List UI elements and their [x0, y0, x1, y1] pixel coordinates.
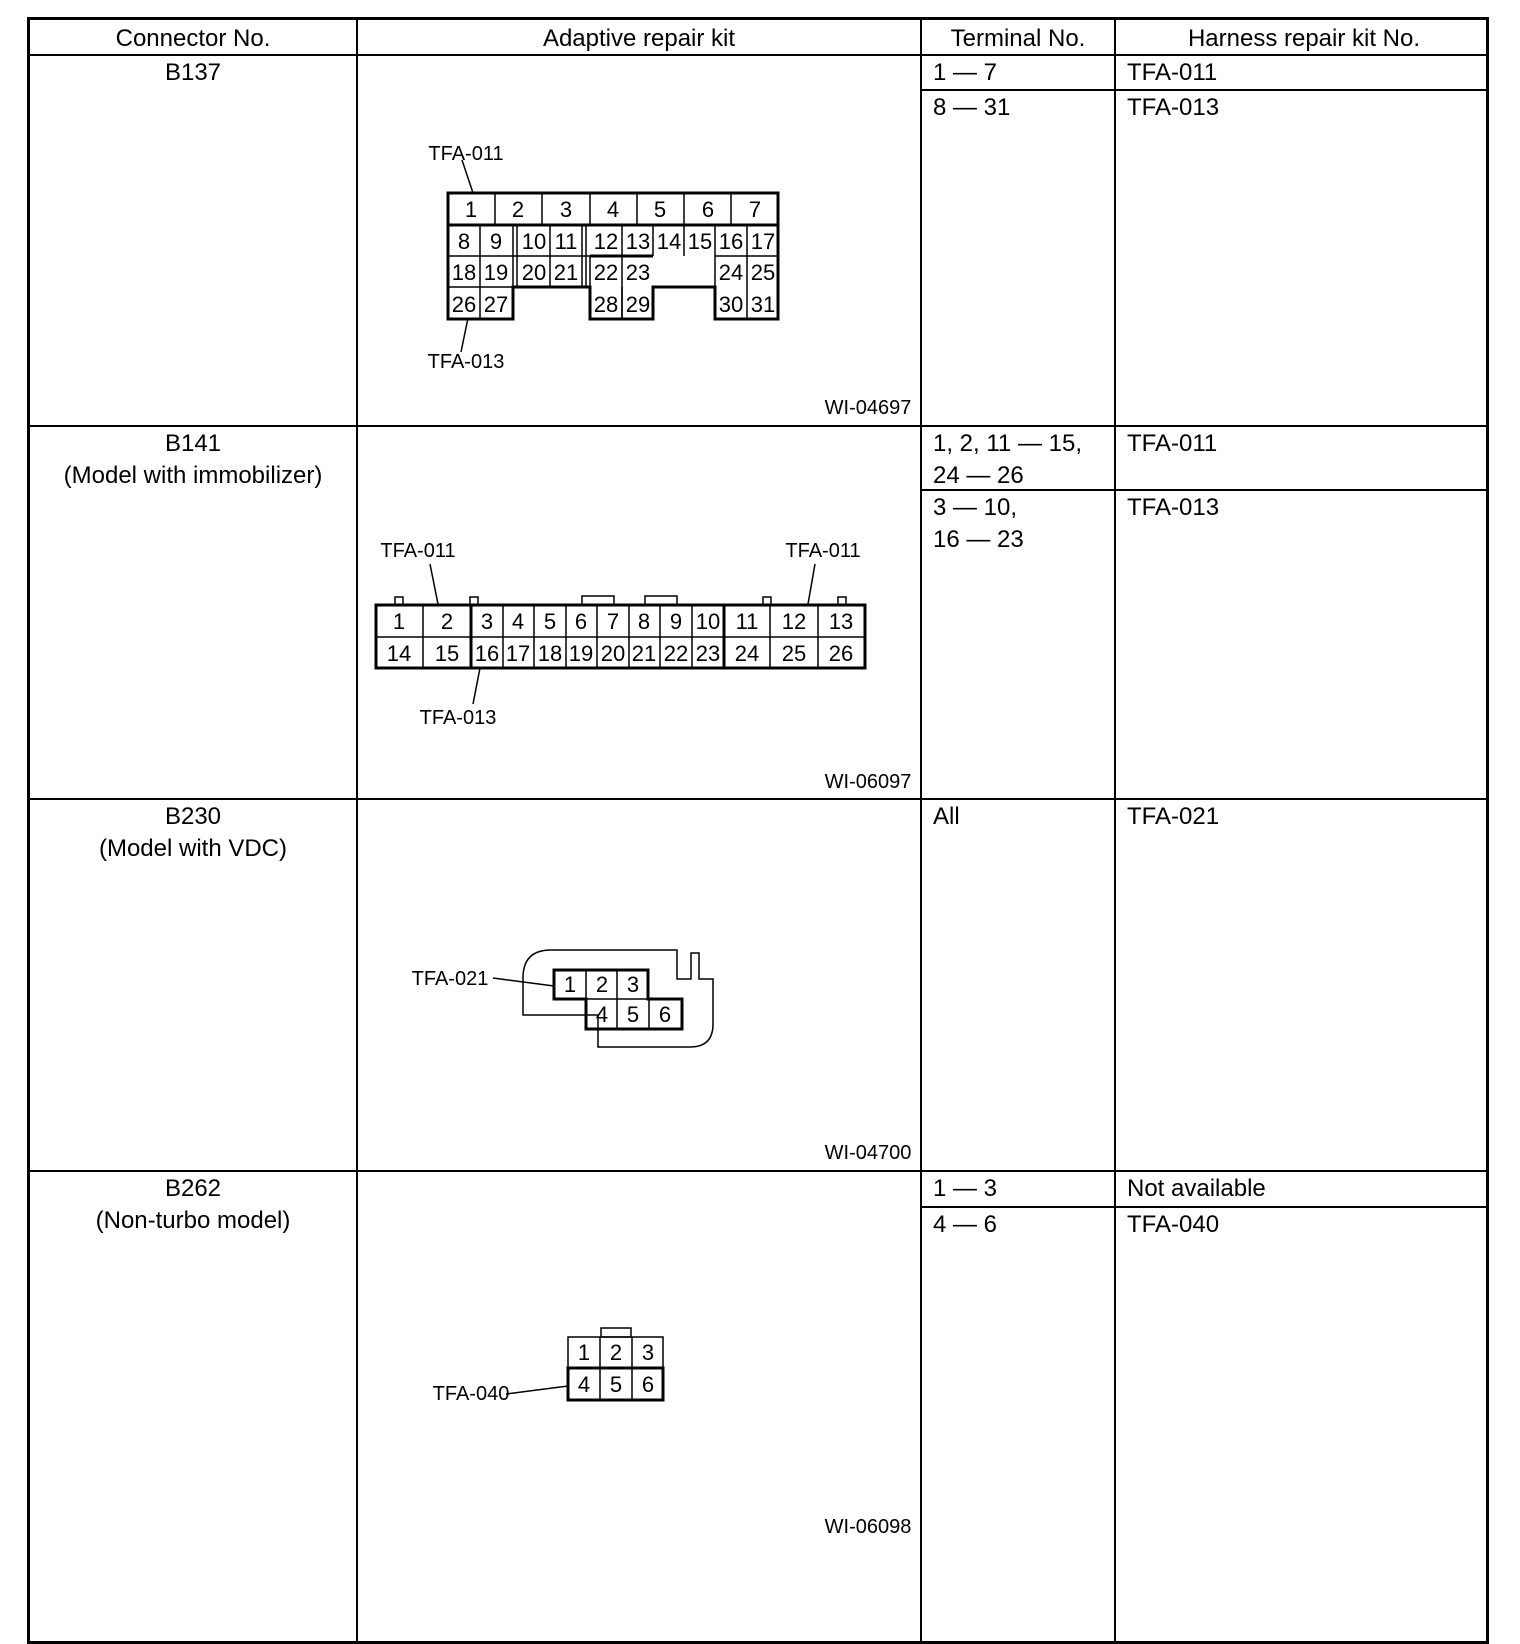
pin-label: 3 [626, 972, 640, 997]
figure-code: WI-06098 [824, 1516, 912, 1538]
pin-label: 18 [537, 641, 563, 666]
pin-label: 26 [828, 641, 854, 666]
pin-label: 13 [625, 229, 651, 254]
pin-label: 6 [701, 197, 715, 222]
pin-label: 5 [626, 1002, 640, 1027]
pin-label: 18 [451, 260, 477, 285]
pin-label: 21 [631, 641, 657, 666]
pin-label: 24 [734, 641, 760, 666]
pin-label: 9 [489, 229, 503, 254]
pin-label: 1 [563, 972, 577, 997]
pin-label: 16 [718, 229, 744, 254]
figure-code: WI-04700 [824, 1142, 912, 1164]
pin-label: 3 [559, 197, 573, 222]
pin-label: 4 [595, 1002, 609, 1027]
terminal-range-line: 1, 2, 11 — 15, [933, 430, 1082, 457]
pin-label: 26 [451, 292, 477, 317]
pin-label: 2 [595, 972, 609, 997]
pin-label: 12 [593, 229, 619, 254]
pin-label: 1 [464, 197, 478, 222]
pin-label: 20 [600, 641, 626, 666]
pin-label: 13 [828, 609, 854, 634]
connector-cell [30, 1173, 356, 1237]
connector-repair-table [27, 17, 1489, 1644]
pin-label: 22 [593, 260, 619, 285]
connector-cell [30, 428, 356, 492]
pin-label: 4 [511, 609, 525, 634]
pin-label: 14 [386, 641, 412, 666]
header-adaptive-repair-kit: Adaptive repair kit [542, 25, 736, 52]
pin-label: 4 [577, 1372, 591, 1397]
header-connector-no: Connector No. [115, 25, 271, 52]
pin-label: 20 [521, 260, 547, 285]
pin-label: 31 [750, 292, 776, 317]
pin-label: 8 [637, 609, 651, 634]
harness-kit-no: TFA-013 [1127, 494, 1220, 521]
pin-label: 3 [641, 1340, 655, 1365]
pin-label: 1 [577, 1340, 591, 1365]
pin-label: 9 [669, 609, 683, 634]
pin-label: 22 [663, 641, 689, 666]
header-harness-repair-kit-no: Harness repair kit No. [1187, 25, 1421, 52]
subrow-divider [920, 89, 1486, 91]
callout-label: TFA-021 [411, 968, 489, 990]
callout-label: TFA-011 [785, 540, 861, 562]
pin-label: 12 [781, 609, 807, 634]
pin-label: 19 [483, 260, 509, 285]
terminal-range: 1 — 3 [933, 1175, 998, 1202]
pin-label: 10 [695, 609, 721, 634]
connector-number: B262 [164, 1175, 222, 1202]
connector-model: (Model with immobilizer) [63, 462, 323, 489]
pin-label: 8 [457, 229, 471, 254]
pin-label: 2 [511, 197, 525, 222]
connector-model: (Non-turbo model) [95, 1207, 291, 1234]
pin-label: 5 [609, 1372, 623, 1397]
pin-label: 17 [750, 229, 776, 254]
pin-label: 7 [748, 197, 762, 222]
pin-label: 16 [474, 641, 500, 666]
pin-label: 30 [718, 292, 744, 317]
column-divider [1114, 20, 1116, 1641]
column-divider [920, 20, 922, 1641]
connector-diagram-b262 [358, 1172, 920, 1641]
pin-label: 10 [521, 229, 547, 254]
connector-cell [30, 801, 356, 865]
figure-code: WI-06097 [824, 771, 912, 793]
callout-label: TFA-040 [432, 1383, 510, 1405]
terminal-range [933, 428, 1082, 492]
pin-label: 6 [574, 609, 588, 634]
pin-label: 1 [392, 609, 406, 634]
terminal-range: 4 — 6 [933, 1211, 998, 1238]
pin-label: 15 [687, 229, 713, 254]
connector-number: B141 [164, 430, 222, 457]
pin-label: 25 [781, 641, 807, 666]
pin-label: 15 [434, 641, 460, 666]
subrow-divider [920, 1206, 1486, 1208]
pin-label: 23 [625, 260, 651, 285]
pin-label: 17 [505, 641, 531, 666]
harness-kit-no: TFA-040 [1127, 1211, 1220, 1238]
connector-cell [30, 57, 356, 89]
pin-label: 28 [593, 292, 619, 317]
pin-label: 14 [656, 229, 682, 254]
connector-diagram-b137 [358, 56, 920, 425]
connector-diagram-b230 [358, 800, 920, 1170]
callout-label: TFA-013 [427, 351, 505, 373]
callout-label: TFA-011 [380, 540, 456, 562]
pin-label: 19 [568, 641, 594, 666]
pin-label: 29 [625, 292, 651, 317]
terminal-range: All [933, 803, 960, 830]
pin-label: 11 [735, 609, 759, 634]
pin-label: 5 [653, 197, 667, 222]
figure-code: WI-04697 [824, 397, 912, 419]
harness-kit-no: TFA-011 [1127, 59, 1218, 86]
pin-label: 4 [606, 197, 620, 222]
terminal-range-line: 3 — 10, [933, 494, 1018, 521]
connector-number: B137 [164, 59, 222, 86]
terminal-range-line: 24 — 26 [933, 462, 1024, 489]
pin-label: 5 [543, 609, 557, 634]
terminal-range: 1 — 7 [933, 59, 998, 86]
connector-number: B230 [164, 803, 222, 830]
pin-label: 21 [553, 260, 579, 285]
pin-label: 23 [695, 641, 721, 666]
pin-label: 24 [718, 260, 744, 285]
harness-kit-no: Not available [1127, 1175, 1266, 1202]
pin-label: 11 [554, 229, 578, 254]
pin-label: 2 [609, 1340, 623, 1365]
connector-model: (Model with VDC) [98, 835, 288, 862]
pin-label: 6 [658, 1002, 672, 1027]
harness-kit-no: TFA-021 [1127, 803, 1220, 830]
harness-kit-no: TFA-011 [1127, 430, 1218, 457]
pin-label: 3 [480, 609, 494, 634]
connector-diagram-b141 [358, 427, 920, 798]
pin-label: 27 [483, 292, 509, 317]
callout-label: TFA-013 [419, 707, 497, 729]
pin-label: 25 [750, 260, 776, 285]
pin-label: 6 [641, 1372, 655, 1397]
callout-label: TFA-011 [428, 143, 504, 165]
terminal-range-line: 16 — 23 [933, 526, 1024, 553]
terminal-range [933, 492, 1024, 556]
header-terminal-no: Terminal No. [950, 25, 1086, 52]
pin-label: 7 [606, 609, 620, 634]
terminal-range: 8 — 31 [933, 94, 1011, 121]
pin-label: 2 [440, 609, 454, 634]
harness-kit-no: TFA-013 [1127, 94, 1220, 121]
